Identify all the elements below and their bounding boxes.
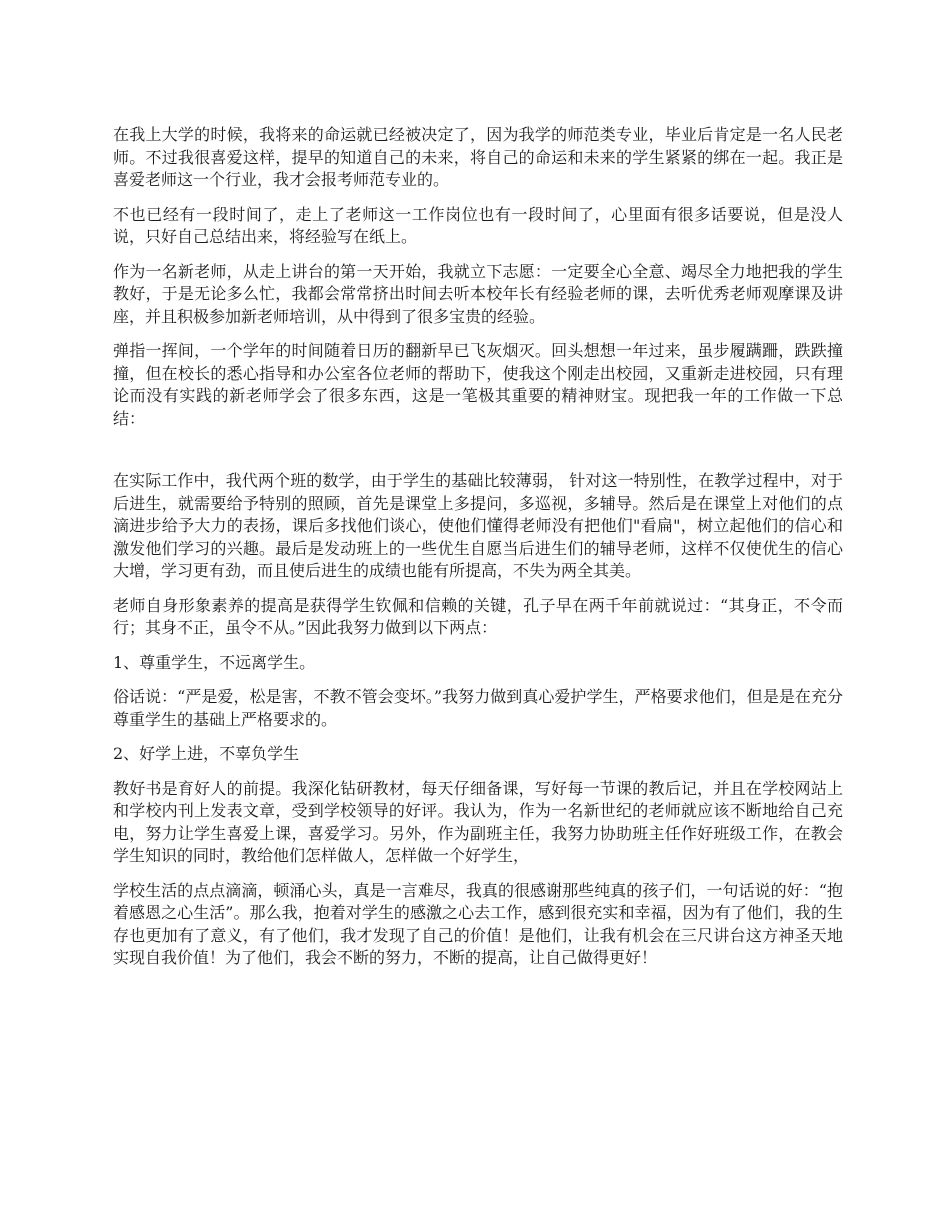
list-item-heading-2: 2、好学上进，不辜负学生 <box>113 744 300 763</box>
paragraph-1: 在我上大学的时候，我将来的命运就已经被决定了，因为我学的师范类专业，毕业后肯定是一名人民老师。不过我很喜爱这样，提早的知道自己的未来，将自己的命运和未来的学生紧紧的绑在一起。我正是喜爱老师这一个行业，我才会报考师范专业的。 <box>113 125 843 189</box>
paragraph-6: 老师自身形象素养的提高是获得学生钦佩和信赖的关键，孔子早在两千年前就说过：“其身正，不令而行；其身不正，虽令不从。”因此我努力做到以下两点： <box>113 595 843 637</box>
list-item-heading-1: 1、尊重学生，不远离学生。 <box>113 652 316 672</box>
paragraph-4: 弹指一挥间，一个学年的时间随着日历的翻新早已飞灰烟灭。回头想想一年过来，虽步履蹒跚，跌跌撞撞，但在校长的悉心指导和办公室各位老师的帮助下，使我这个刚走出校园，又重新走进校园，只有理论而没有实践的新老师学会了很多东西，这是一笔极其重要的精神财宝。现把我一年的工作做一下总结： <box>113 341 843 428</box>
paragraph-5: 在实际工作中，我代两个班的数学，由于学生的基础比较薄弱， 针对这一特别性，在教学过程中，对于后进生，就需要给予特别的照顾，首先是课堂上多提问，多巡视，多辅导。然后是在课堂上对他们的点滴进步给予大力的表扬，课后多找他们谈心，使他们懂得老师没有把他们"看扁"，树立起他们的信心和激发他们学习的兴趣。最后是发动班上的一些优生自愿当后进生们的辅导老师，这样不仅使优生的信心大增，学习更有劲，而且使后进生的成绩也能有所提高，不失为两全其美。 <box>113 471 843 580</box>
paragraph-9: 学校生活的点点滴滴，顿涌心头，真是一言难尽，我真的很感谢那些纯真的孩子们，一句话说的好：“抱着感恩之心生活”。那么我，抱着对学生的感激之心去工作，感到很充实和幸福，因为有了他们，我的生存也更加有了意义，有了他们，我才发现了自己的价值！是他们，让我有机会在三尺讲台这方神圣天地实现自我价值！为了他们，我会不断的努力，不断的提高，让自己做得更好！ <box>113 880 843 967</box>
paragraph-3: 作为一名新老师，从走上讲台的第一天开始，我就立下志愿：一定要全心全意、竭尽全力地把我的学生教好，于是无论多么忙，我都会常常挤出时间去听本校年长有经验老师的课，去听优秀老师观摩课及讲座，并且积极参加新老师培训，从中得到了很多宝贵的经验。 <box>113 261 843 326</box>
paragraph-2: 不也已经有一段时间了，走上了老师这一工作岗位也有一段时间了，心里面有很多话要说，但是没人说，只好自己总结出来，将经验写在纸上。 <box>113 204 843 246</box>
paragraph-8: 教好书是育好人的前提。我深化钻研教材，每天仔细备课，写好每一节课的教后记，并且在学校网站上和学校内刊上发表文章，受到学校领导的好评。我认为，作为一名新世纪的老师就应该不断地给自己充电，努力让学生喜爱上课，喜爱学习。另外，作为副班主任，我努力协助班主任作好班级工作，在教会学生知识的同时，教给他们怎样做人，怎样做一个好学生， <box>113 778 843 865</box>
document-body <box>113 124 843 982</box>
paragraph-7: 俗话说：“严是爱，松是害，不教不管会变坏。”我努力做到真心爱护学生，严格要求他们，但是是在充分尊重学生的基础上严格要求的。 <box>113 687 843 729</box>
